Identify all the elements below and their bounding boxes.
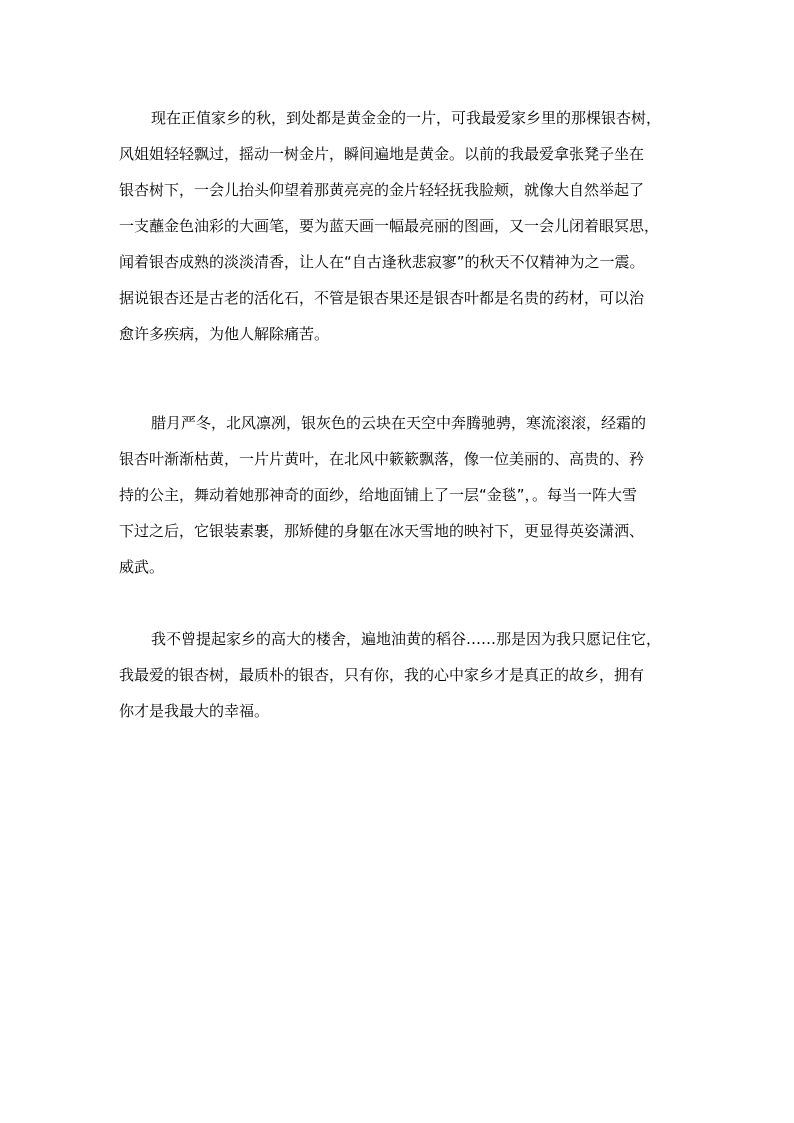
paragraph-conclusion: [119, 621, 679, 729]
text-line: 银杏叶渐渐枯黄，一片片黄叶，在北风中簌簌飘落，像一位美丽的、高贵的、矜: [119, 450, 645, 468]
text-line: 我不曾提起家乡的高大的楼舍，遍地油黄的稻谷……那是因为我只愿记住它，: [151, 630, 662, 648]
paragraph-winter: [119, 405, 679, 585]
text-line: 愈许多疾病，为他人解除痛苦。: [119, 325, 330, 343]
text-line: 下过之后，它银装素裹，那矫健的身躯在冰天雪地的映衬下，更显得英姿潇洒、: [119, 522, 645, 540]
text-line: 持的公主，舞动着她那神奇的面纱，给地面铺上了一层“金毯”，。每当一阵大雪: [119, 486, 638, 504]
text-line: 闻着银杏成熟的淡淡清香，让人在“自古逢秋悲寂寥”的秋天不仅精神为之一震。: [119, 253, 645, 271]
text-line: 你才是我最大的幸福。: [119, 702, 270, 720]
text-line: 风姐姐轻轻飘过，摇动一树金片，瞬间遍地是黄金。以前的我最爱拿张凳子坐在: [119, 145, 645, 163]
text-line: 现在正值家乡的秋，到处都是黄金金的一片，可我最爱家乡里的那棵银杏树，: [151, 109, 662, 127]
paragraph-autumn: [119, 100, 679, 352]
text-line: 威武。: [119, 558, 165, 576]
text-line: 银杏树下，一会儿抬头仰望着那黄亮亮的金片轻轻抚我脸颊，就像大自然举起了: [119, 181, 645, 199]
text-line: 据说银杏还是古老的活化石，不管是银杏果还是银杏叶都是名贵的药材，可以治: [119, 289, 645, 307]
text-line: 腊月严冬，北风凛冽，银灰色的云块在天空中奔腾驰骋，寒流滚滚，经霜的: [151, 414, 647, 432]
text-line: 一支蘸金色油彩的大画笔，要为蓝天画一幅最亮丽的图画，又一会儿闭着眼冥思，: [119, 217, 660, 235]
text-line: 我最爱的银杏树，最质朴的银杏，只有你，我的心中家乡才是真正的故乡，拥有: [119, 666, 645, 684]
